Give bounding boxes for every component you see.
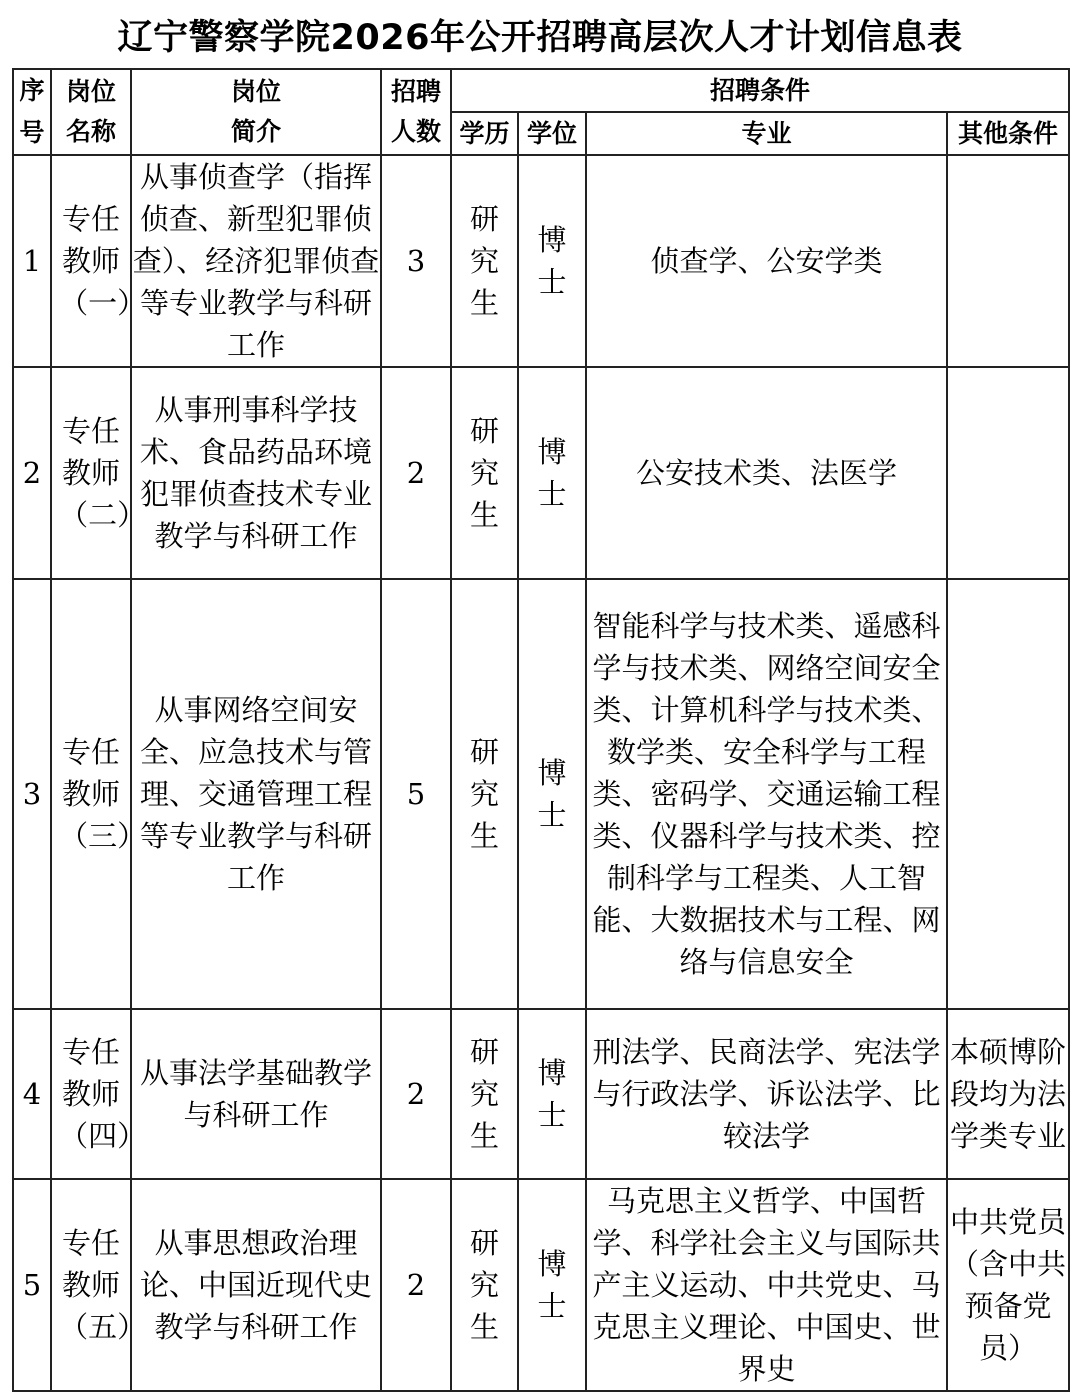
header-row-1 [13,69,1069,112]
table-row [13,1179,1069,1391]
cell-other: 中共党员（含中共预备党员） [947,1179,1069,1391]
cell-count: 2 [381,367,451,579]
table-row [13,367,1069,579]
cell-education: 研究生 [451,1179,518,1391]
cell-desc: 从事网络空间安全、应急技术与管理、交通管理工程等专业教学与科研工作 [131,579,381,1009]
cell-seq: 2 [13,367,51,579]
table-row [13,1009,1069,1179]
cell-desc: 从事侦查学（指挥侦查、新型犯罪侦查）、经济犯罪侦查等专业教学与科研工作 [131,155,381,367]
header-headcount: 招聘人数 [381,69,451,155]
cell-seq: 5 [13,1179,51,1391]
cell-other [947,155,1069,367]
cell-other [947,579,1069,1009]
cell-position: 专任教师（五） [51,1179,131,1391]
cell-education: 研究生 [451,155,518,367]
recruitment-table [12,68,1070,1392]
cell-major: 刑法学、民商法学、宪法学与行政法学、诉讼法学、比较法学 [586,1009,947,1179]
cell-degree: 博士 [518,1179,586,1391]
cell-education: 研究生 [451,1009,518,1179]
cell-desc: 从事法学基础教学与科研工作 [131,1009,381,1179]
cell-degree: 博士 [518,579,586,1009]
cell-degree: 博士 [518,1009,586,1179]
cell-count: 5 [381,579,451,1009]
cell-education: 研究生 [451,367,518,579]
header-degree: 学位 [518,112,586,155]
cell-position: 专任教师（二） [51,367,131,579]
header-other: 其他条件 [947,112,1069,155]
cell-major: 侦查学、公安学类 [586,155,947,367]
cell-major: 智能科学与技术类、遥感科学与技术类、网络空间安全类、计算机科学与技术类、数学类、安全科学与工程类、密码学、交通运输工程类、仪器科学与技术类、控制科学与工程类、人工智能、大数据技术与工程、网络与信息安全 [586,579,947,1009]
cell-degree: 博士 [518,155,586,367]
cell-seq: 1 [13,155,51,367]
table-row [13,579,1069,1009]
cell-desc: 从事刑事科学技术、食品药品环境犯罪侦查技术专业教学与科研工作 [131,367,381,579]
table-row [13,155,1069,367]
cell-position: 专任教师（三） [51,579,131,1009]
cell-seq: 3 [13,579,51,1009]
header-education: 学历 [451,112,518,155]
cell-other [947,367,1069,579]
cell-count: 2 [381,1009,451,1179]
cell-degree: 博士 [518,367,586,579]
cell-major: 公安技术类、法医学 [586,367,947,579]
cell-other: 本硕博阶段均为法学类专业 [947,1009,1069,1179]
header-position-name: 岗位名称 [51,69,131,155]
cell-count: 2 [381,1179,451,1391]
cell-major: 马克思主义哲学、中国哲学、科学社会主义与国际共产主义运动、中共党史、马克思主义理论、中国史、世界史 [586,1179,947,1391]
page-title: 辽宁警察学院2026年公开招聘高层次人才计划信息表 [117,18,963,58]
header-major: 专业 [586,112,947,155]
cell-seq: 4 [13,1009,51,1179]
cell-education: 研究生 [451,579,518,1009]
header-position-desc: 岗位简介 [131,69,381,155]
cell-position: 专任教师（四） [51,1009,131,1179]
cell-count: 3 [381,155,451,367]
cell-desc: 从事思想政治理论、中国近现代史教学与科研工作 [131,1179,381,1391]
header-conditions: 招聘条件 [451,69,1069,112]
header-seq: 序号 [13,69,51,155]
cell-position: 专任教师（一） [51,155,131,367]
